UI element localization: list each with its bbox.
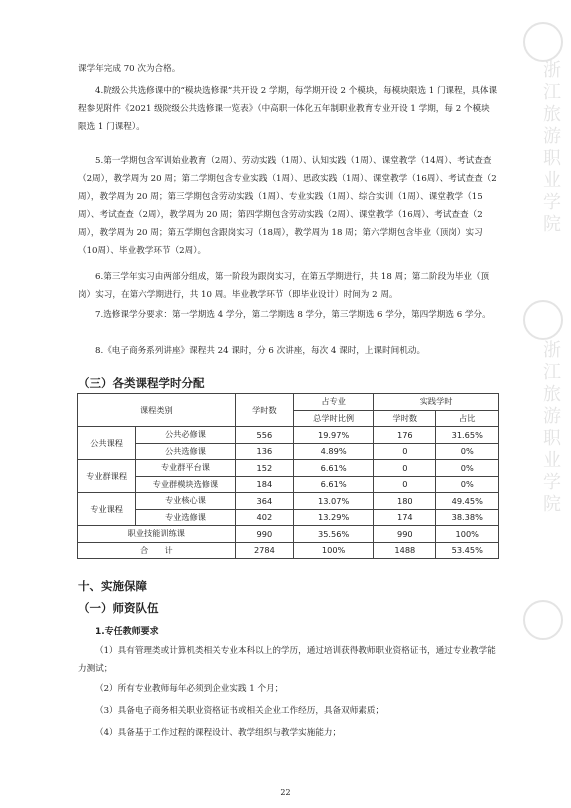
course-name: 专业群模块选修课 bbox=[136, 476, 236, 493]
group-label: 专业群课程 bbox=[78, 460, 136, 493]
table-row bbox=[78, 526, 499, 543]
course-hours-table bbox=[77, 393, 499, 559]
share-cell: 4.89% bbox=[294, 443, 374, 460]
paragraph: 7.选修课学分要求：第一学期选 4 学分，第二学期选 8 学分，第三学期选 6 学分，第四学期选 6 学分。 bbox=[95, 310, 491, 320]
course-name: 专业群平台课 bbox=[136, 460, 236, 477]
group-label: 公共课程 bbox=[78, 427, 136, 460]
course-name: 合 计 bbox=[78, 542, 236, 559]
watermark-text: 浙江旅游职业学院 bbox=[540, 60, 561, 236]
paragraph: 6.第三学年实习由两部分组成，第一阶段为跟岗实习，在第五学期进行，共 18 周；第二阶段为毕业（顶岗）实习，在第六学期进行，共 10 周。毕业教学环节（即毕业设计）时间为 2 周。 bbox=[78, 272, 490, 300]
subheading: 1.专任教师要求 bbox=[95, 627, 159, 637]
requirement-item: （1）具有管理类或计算机类相关专业本科以上的学历，通过培训获得教师职业资格证书，通过专业教学能力测试； bbox=[78, 646, 496, 674]
table-row bbox=[78, 460, 499, 477]
practice-hours-cell: 174 bbox=[374, 509, 436, 526]
practice-ratio-cell: 0% bbox=[436, 443, 499, 460]
header-share-top: 占专业 bbox=[294, 394, 374, 411]
course-name: 公共选修课 bbox=[136, 443, 236, 460]
share-cell: 6.61% bbox=[294, 460, 374, 477]
practice-hours-cell: 180 bbox=[374, 493, 436, 510]
share-cell: 35.56% bbox=[294, 526, 374, 543]
practice-ratio-cell: 31.65% bbox=[436, 427, 499, 444]
practice-hours-cell: 176 bbox=[374, 427, 436, 444]
watermark-text: 浙江旅游职业学院 bbox=[540, 340, 561, 516]
section-title: （三）各类课程学时分配 bbox=[78, 376, 205, 390]
course-name: 公共必修课 bbox=[136, 427, 236, 444]
table-row bbox=[78, 509, 499, 526]
group-label: 专业课程 bbox=[78, 493, 136, 526]
paragraph: 4.院级公共选修课中的“模块选修课”共开设 2 学期，每学期开设 2 个模块，每模块限选 1 门课程，具体课程参见附件《2021 级院级公共选修课一览表》（中高职一体化五年制职业教育专业开设 1 学期，每 2 个模块限选 1 门课程）。 bbox=[78, 86, 498, 132]
subsection-title: （一）师资队伍 bbox=[78, 601, 159, 615]
requirement-item: （4）具备基于工作过程的课程设计、教学组织与教学实施能力； bbox=[95, 728, 342, 738]
practice-ratio-cell: 38.38% bbox=[436, 509, 499, 526]
header-practice-ratio: 占比 bbox=[436, 410, 499, 427]
practice-hours-cell: 1488 bbox=[374, 542, 436, 559]
header-hours: 学时数 bbox=[235, 394, 293, 427]
chapter-title: 十、实施保障 bbox=[78, 579, 147, 593]
practice-hours-cell: 0 bbox=[374, 443, 436, 460]
requirement-item: （2）所有专业教师每年必须到企业实践 1 个月； bbox=[95, 684, 284, 694]
practice-hours-cell: 0 bbox=[374, 460, 436, 477]
table-row bbox=[78, 443, 499, 460]
practice-ratio-cell: 53.45% bbox=[436, 542, 499, 559]
paragraph: 课学年完成 70 次为合格。 bbox=[78, 64, 181, 74]
hours-cell: 402 bbox=[235, 509, 293, 526]
practice-ratio-cell: 49.45% bbox=[436, 493, 499, 510]
paragraph: 5.第一学期包含军训始业教育（2周）、劳动实践（1周）、认知实践（1周）、课堂教学（14周）、考试查查（2周），教学周为 20 周；第二学期包含专业实践（1周）、思政实践（1周）、课堂教学（16周）、考试查查（2周），教学周为 20 周；第三学期包含劳动实践（1周）、专业实践（1周）、综合实训（1周）、课堂教学（15周）、考试查查（2周），教学周为 20 周；第四学期包含劳动实践（2周）、课堂教学（16周）、考试查查（2周），教学周为 20 周；第五学期包含跟岗实习（18周），教学周为 18 周；第六学期包含毕业（顶岗）实习（10周）、毕业教学环节（2周）。 bbox=[78, 156, 497, 256]
course-name: 专业选修课 bbox=[136, 509, 236, 526]
table-row bbox=[78, 476, 499, 493]
practice-hours-cell: 0 bbox=[374, 476, 436, 493]
hours-cell: 184 bbox=[235, 476, 293, 493]
share-cell: 6.61% bbox=[294, 476, 374, 493]
practice-ratio-cell: 0% bbox=[436, 476, 499, 493]
share-cell: 13.29% bbox=[294, 509, 374, 526]
hours-cell: 2784 bbox=[235, 542, 293, 559]
share-cell: 100% bbox=[294, 542, 374, 559]
header-category: 课程类别 bbox=[78, 394, 236, 427]
paragraph: 8.《电子商务系列讲座》课程共 24 课时，分 6 次讲座，每次 4 课时，上课时间机动。 bbox=[95, 346, 426, 356]
table-row-total bbox=[78, 542, 499, 559]
page-number: 22 bbox=[280, 788, 291, 797]
watermark-seal-icon bbox=[523, 300, 563, 340]
share-cell: 19.97% bbox=[294, 427, 374, 444]
hours-cell: 152 bbox=[235, 460, 293, 477]
practice-ratio-cell: 0% bbox=[436, 460, 499, 477]
header-practice-hours: 学时数 bbox=[374, 410, 436, 427]
practice-ratio-cell: 100% bbox=[436, 526, 499, 543]
watermark-seal-icon bbox=[523, 22, 563, 62]
hours-cell: 990 bbox=[235, 526, 293, 543]
header-share-bottom: 总学时比例 bbox=[294, 410, 374, 427]
hours-cell: 136 bbox=[235, 443, 293, 460]
table-row bbox=[78, 493, 499, 510]
course-name: 职业技能训练课 bbox=[78, 526, 236, 543]
course-name: 专业核心课 bbox=[136, 493, 236, 510]
table-row bbox=[78, 427, 499, 444]
hours-cell: 364 bbox=[235, 493, 293, 510]
hours-cell: 556 bbox=[235, 427, 293, 444]
share-cell: 13.07% bbox=[294, 493, 374, 510]
requirement-item: （3）具备电子商务相关职业资格证书或相关企业工作经历，具备双师素质； bbox=[95, 706, 385, 716]
watermark-seal-icon bbox=[523, 600, 563, 640]
header-practice: 实践学时 bbox=[374, 394, 499, 411]
practice-hours-cell: 990 bbox=[374, 526, 436, 543]
